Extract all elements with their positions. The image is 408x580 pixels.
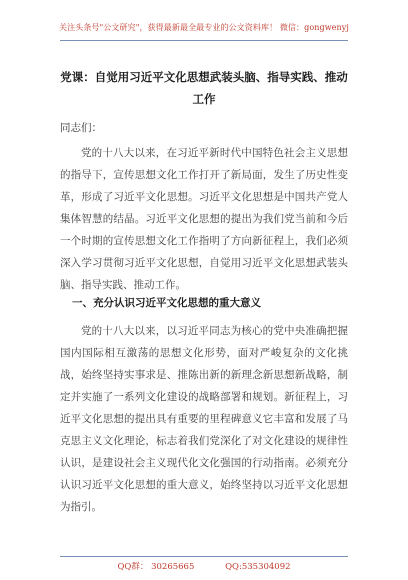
footer-contacts xyxy=(0,560,408,572)
section-heading-1: 一、充分认识习近平文化思想的重大意义 xyxy=(72,297,261,309)
section-1-paragraph: 党的十八大以来，以习近平同志为核心的党中央准确把握国内国际相互激荡的思想文化形势，面对严峻复杂的文化挑战，始终坚持实事求是、推陈出新的新理念新思想新战略，制定并实施了一系列文化建设的战略部署和规划。新征程上，习近平文化思想的提出具有重要的里程碑意义它丰富和发展了马克思主义文化理论，标志着我们党深化了对文化建设的规律性认识，是建设社会主义现代化文化强国的行动指南。必须充分认识习近平文化思想的重大意义，始终坚持以习近平文化思想为指引。 xyxy=(60,325,348,513)
intro-paragraph: 党的十八大以来，在习近平新时代中国特色社会主义思想的指导下，宣传思想文化工作打开了新局面，发生了历史性变革，形成了习近平文化思想。习近平文化思想是中国共产党人集体智慧的结晶。习近平文化思想的提出为我们党当前和今后一个时期的宣传思想文化工作指明了方向新征程上，我们必须深入学习贯彻习近平文化思想，自觉用习近平文化思想武装头脑、指导实践、推动工作。 xyxy=(60,147,348,291)
salutation: 同志们： xyxy=(60,122,102,134)
document-title: 党课：自觉用习近平文化思想武装头脑、指导实践、推动工作 xyxy=(60,70,348,106)
header-promo-note: 关注头条号"公文研究"，获得最新最全最专业的公文资料库！ 微信：gongwenyj xyxy=(59,23,349,32)
footer-qq-group: QQ群： 30265665 xyxy=(117,562,195,572)
footer-divider xyxy=(60,556,348,557)
header-divider xyxy=(60,40,348,41)
footer-qq-contact: QQ:535304092 xyxy=(225,562,291,572)
